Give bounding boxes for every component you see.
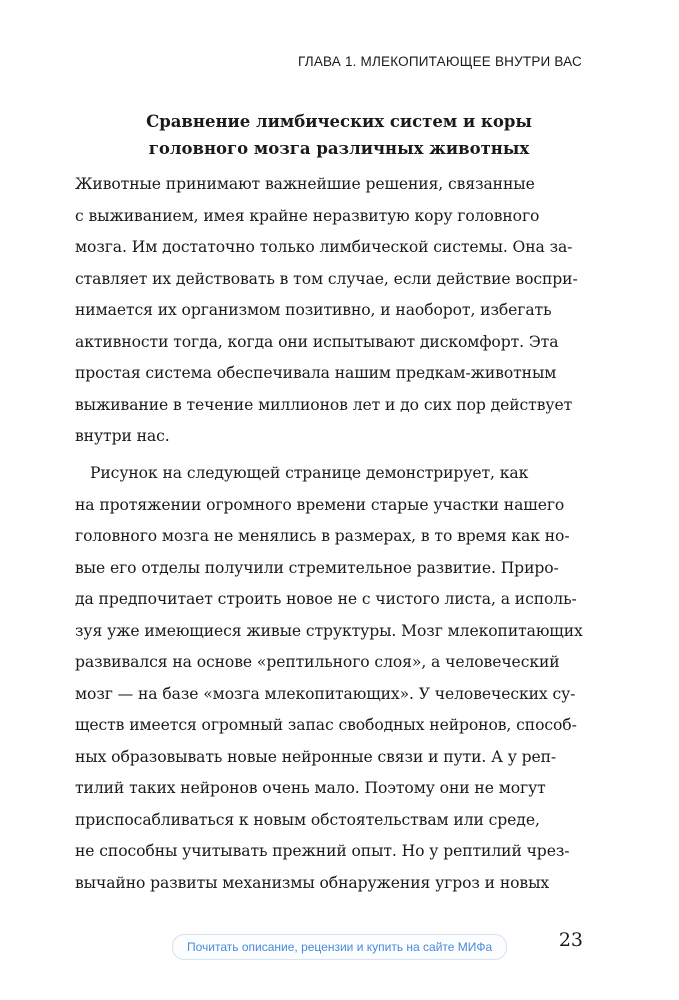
- text-line: на протяжении огромного времени старые участки нашего: [75, 495, 565, 514]
- paragraph-1: [75, 169, 578, 453]
- text-line: зуя уже имеющиеся живые структуры. Мозг млекопитающих: [75, 621, 583, 640]
- text-line: головного мозга не менялись в размерах, в то время как но-: [75, 527, 570, 545]
- text-line: Рисунок на следующей странице демонстрирует, как: [90, 464, 529, 482]
- text-line: мозга. Им достаточно только лимбической системы. Она за-: [75, 238, 573, 256]
- text-line: вые его отделы получили стремительное развитие. Приро-: [75, 558, 559, 577]
- running-header: ГЛАВА 1. МЛЕКОПИТАЮЩЕЕ ВНУТРИ ВАС: [298, 54, 582, 69]
- text-line: активности тогда, когда они испытывают дискомфорт. Эта: [75, 332, 559, 351]
- text-line: развивался на основе «рептильного слоя», а человеческий: [75, 653, 560, 671]
- text-line: да предпочитает строить новое не с чистого листа, а исполь-: [75, 590, 577, 608]
- text-line: мозг — на базе «мозга млекопитающих». У человеческих су-: [75, 684, 576, 703]
- text-line: ставляет их действовать в том случае, если действие воспри-: [75, 269, 578, 288]
- section-title: [75, 108, 603, 162]
- buy-book-link[interactable]: Почитать описание, рецензии и купить на сайте МИФа: [172, 934, 507, 960]
- text-line: ных образовывать новые нейронные связи и пути. А у реп-: [75, 747, 557, 766]
- text-line: вычайно развиты механизмы обнаружения угроз и новых: [75, 873, 550, 892]
- text-line: простая система обеспечивала нашим предкам-животным: [75, 364, 557, 382]
- text-line: с выживанием, имея крайне неразвитую кору головного: [75, 206, 540, 225]
- text-line: тилий таких нейронов очень мало. Поэтому они не могут: [75, 779, 546, 797]
- text-line: приспосабливаться к новым обстоятельствам или среде,: [75, 810, 540, 829]
- section-title-line: головного мозга различных животных: [148, 139, 530, 158]
- page-number: 23: [558, 929, 583, 951]
- text-line: внутри нас.: [75, 427, 170, 445]
- text-line: Животные принимают важнейшие решения, связанные: [75, 175, 535, 193]
- paragraph-2: [75, 458, 583, 899]
- text-line: не способны учитывать прежний опыт. Но у рептилий чрез-: [75, 842, 570, 860]
- text-line: ществ имеется огромный запас свободных нейронов, способ-: [75, 716, 577, 734]
- text-line: нимается их организмом позитивно, и наоборот, избегать: [75, 301, 552, 319]
- section-title-line: Сравнение лимбических систем и коры: [146, 112, 532, 131]
- text-line: выживание в течение миллионов лет и до сих пор действует: [75, 395, 573, 414]
